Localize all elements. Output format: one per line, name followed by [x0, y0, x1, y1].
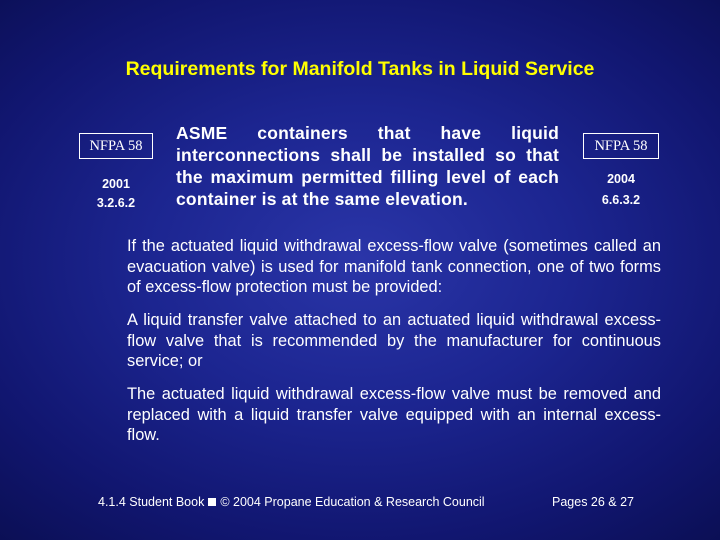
left-code-label: NFPA 58: [89, 137, 143, 154]
paragraph-transfer-valve-option: A liquid transfer valve attached to an actuated liquid withdrawal excess-flow valve that is recommended by the manufacturer for continuous service; or: [127, 311, 661, 370]
footer-pages: Pages 26 & 27: [552, 495, 635, 509]
footer-left: [98, 495, 485, 509]
paragraph-replace-option: The actuated liquid withdrawal excess-flow valve must be removed and replaced with a liquid transfer valve equipped with an internal excess-flow.: [127, 385, 661, 444]
asme-requirement-text: ASME containers that have liquid interconnections shall be installed so that the maximum permitted filling level of each container is at the same elevation.: [176, 123, 559, 209]
paragraph-excess-flow-intro: If the actuated liquid withdrawal excess-flow valve (sometimes called an evacuation valve) is used for manifold tank connection, one of two forms of excess-flow protection must be provided:: [127, 237, 661, 296]
footer-student-book: 4.1.4 Student Book: [98, 495, 205, 509]
left-code-section: 3.2.6.2: [96, 196, 136, 210]
left-code-year: 2001: [102, 177, 130, 191]
footer-copyright: © 2004 Propane Education & Research Council: [220, 495, 485, 509]
left-code-box: [79, 133, 153, 159]
right-code-box: [583, 133, 659, 159]
slide-title: Requirements for Manifold Tanks in Liquid Service: [125, 58, 595, 80]
right-code-label: NFPA 58: [594, 137, 648, 154]
right-code-section: 6.6.3.2: [601, 193, 641, 207]
right-code-year: 2004: [607, 172, 635, 186]
square-bullet-icon: [208, 498, 216, 506]
